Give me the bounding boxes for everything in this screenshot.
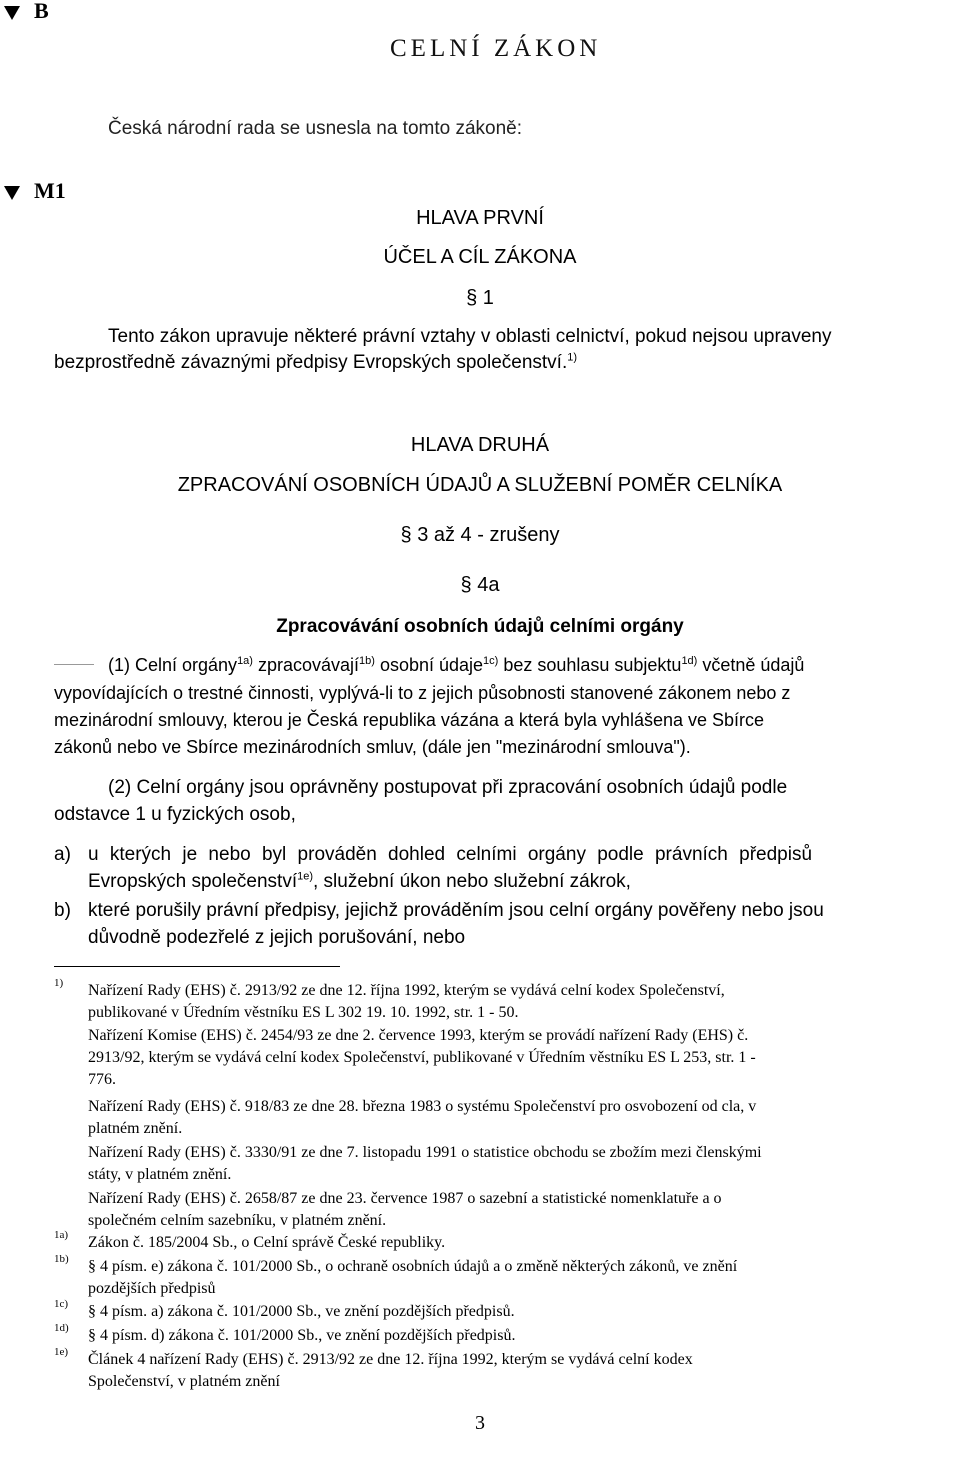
item-b-label: b)	[54, 900, 71, 921]
footnote-separator	[54, 966, 340, 967]
footnote-line: 2913/92, kterým se vydává celní kodex Společenství, publikované v Úředním věstníku ES L 253, str. 1 -	[88, 1049, 756, 1066]
hlava2-subtitle: ZPRACOVÁNÍ OSOBNÍCH ÚDAJŮ A SLUŽEBNÍ POMĚR CELNÍKA	[177, 474, 783, 496]
footnote-line: pozdějších předpisů	[88, 1280, 216, 1297]
triangle-down-icon	[4, 6, 20, 20]
divider	[54, 664, 94, 665]
hlava1-heading: HLAVA PRVNÍ	[416, 207, 544, 229]
footnote-line: Nařízení Komise (EHS) č. 2454/93 ze dne 2. července 1993, kterým se provádí nařízení Rady (EHS) č.	[88, 1027, 749, 1044]
p1-text: zpracovávají	[252, 655, 360, 675]
footnote-number: 1c)	[54, 1298, 69, 1310]
paragraph-1-line4: zákonů nebo ve Sbírce mezinárodních smluv, (dále jen "mezinárodní smlouva").	[54, 737, 691, 757]
section-1-text-line2	[54, 350, 577, 376]
section-4a-title: Zpracovávání osobních údajů celními orgány	[276, 616, 684, 637]
page-number: 3	[475, 1412, 485, 1434]
footnote-line: publikované v Úředním věstníku ES L 302 19. 10. 1992, str. 1 - 50.	[88, 1004, 519, 1021]
footnote-line: Článek 4 nařízení Rady (EHS) č. 2913/92 ze dne 12. října 1992, kterým se vydává celní kodex	[88, 1351, 693, 1368]
item-b-line1: které porušily právní předpisy, jejichž prováděním jsou celní orgány pověřeny nebo jsou	[88, 900, 824, 921]
intro-text: Česká národní rada se usnesla na tomto zákoně:	[108, 118, 523, 139]
footnote-ref: 1c)	[483, 655, 499, 667]
footnote-ref: 1d)	[681, 655, 698, 667]
item-a-line2	[88, 869, 631, 895]
footnote-line: Nařízení Rady (EHS) č. 3330/91 ze dne 7. listopadu 1991 o statistice obchodu se zbožím mezi členskými	[88, 1144, 762, 1161]
footnote-line: Nařízení Rady (EHS) č. 918/83 ze dne 28. března 1983 o systému Společenství pro osvobození od cla, v	[88, 1098, 757, 1115]
footnote-ref: 1b)	[359, 655, 375, 667]
footnote-number: 1)	[54, 977, 64, 989]
p1-text: včetně údajů	[697, 655, 805, 675]
marker-b-label: B	[34, 0, 49, 23]
footnote-line: § 4 písm. e) zákona č. 101/2000 Sb., o ochraně osobních údajů a o změně některých zákonů, ve znění	[88, 1258, 738, 1275]
footnote-line: § 4 písm. d) zákona č. 101/2000 Sb., ve znění pozdějších předpisů.	[88, 1327, 516, 1344]
section-1-text: bezprostředně závaznými předpisy Evropských společenství.	[54, 352, 568, 373]
p1-text: bez souhlasu subjektu	[498, 655, 682, 675]
footnote-line: Nařízení Rady (EHS) č. 2658/87 ze dne 23. července 1987 o sazební a statistické nomenklatuře a o	[88, 1190, 722, 1207]
item-a-text: Evropských společenství	[88, 871, 298, 892]
footnote-number: 1e)	[54, 1346, 69, 1358]
section-1-text-line1: Tento zákon upravuje některé právní vztahy v oblasti celnictví, pokud nejsou upraveny	[108, 326, 832, 347]
item-a-line1: u kterých je nebo byl prováděn dohled celními orgány podle právních předpisů	[88, 844, 813, 865]
item-b-line2: důvodně podezřelé z jejich porušování, nebo	[88, 927, 466, 948]
section-3-4-repealed: § 3 až 4 - zrušeny	[400, 524, 560, 546]
footnote-line: státy, v platném znění.	[88, 1166, 232, 1183]
triangle-down-icon	[4, 186, 20, 200]
paragraph-2-line1: (2) Celní orgány jsou oprávněny postupovat při zpracování osobních údajů podle	[108, 777, 788, 798]
hlava1-subtitle: ÚČEL A CÍL ZÁKONA	[383, 246, 577, 268]
paragraph-1-line2: vypovídajících o trestné činnosti, vyplývá-li to z jejich působnosti stanovené zákonem nebo z	[54, 683, 791, 703]
p1-text: (1) Celní orgány	[108, 655, 238, 675]
footnote-line: 776.	[88, 1071, 116, 1088]
footnote-ref: 1a)	[237, 655, 253, 667]
item-a-text: , služební úkon nebo služební zákrok,	[313, 871, 631, 892]
paragraph-1-line3: mezinárodní smlouvy, kterou je Česká republika vázána a která byla vyhlášena ve Sbírce	[54, 710, 765, 730]
footnote-ref-1: 1)	[567, 351, 578, 364]
footnote-line: § 4 písm. a) zákona č. 101/2000 Sb., ve znění pozdějších předpisů.	[88, 1303, 515, 1320]
footnote-line: Společenství, v platném znění	[88, 1373, 280, 1390]
footnote-line: platném znění.	[88, 1120, 183, 1137]
p1-text: osobní údaje	[374, 655, 484, 675]
footnote-line: Zákon č. 185/2004 Sb., o Celní správě České republiky.	[88, 1234, 446, 1251]
section-4a: § 4a	[460, 574, 500, 596]
footnote-number: 1a)	[54, 1229, 69, 1241]
footnote-line: společném celním sazebníku, v platném znění.	[88, 1212, 387, 1229]
footnote-ref-1e: 1e)	[297, 870, 313, 883]
marker-b	[4, 0, 49, 24]
paragraph-1-line1	[108, 652, 958, 678]
paragraph-2-line2: odstavce 1 u fyzických osob,	[54, 804, 296, 825]
footnote-number: 1b)	[54, 1253, 69, 1265]
hlava2-heading: HLAVA DRUHÁ	[410, 434, 550, 456]
footnote-number: 1d)	[54, 1322, 69, 1334]
item-a-label: a)	[54, 844, 71, 865]
marker-m1-label: M1	[34, 178, 66, 203]
document-title: CELNÍ ZÁKON	[390, 35, 602, 62]
section-1: § 1	[466, 287, 494, 309]
marker-m1	[4, 178, 66, 204]
footnote-line: Nařízení Rady (EHS) č. 2913/92 ze dne 12. října 1992, kterým se vydává celní kodex Společenství,	[88, 982, 725, 999]
